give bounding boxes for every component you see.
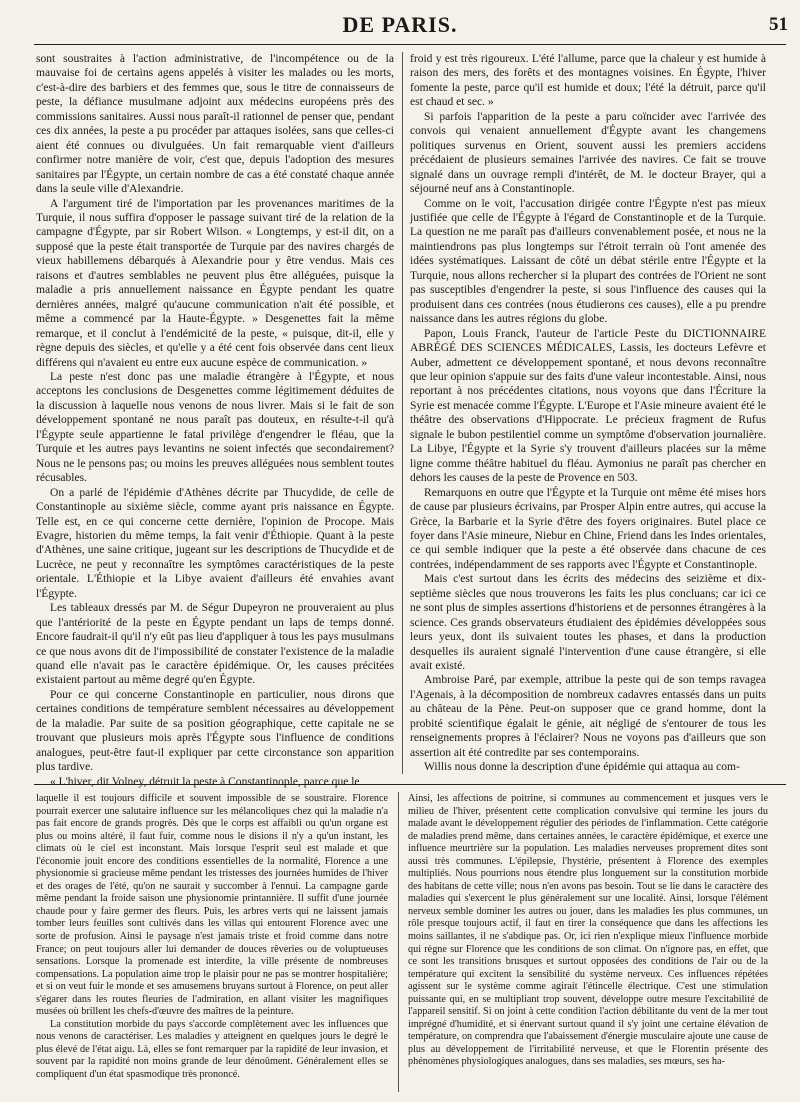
paragraph: Papon, Louis Franck, l'auteur de l'article Peste du DICTIONNAIRE ABRÉGÉ DES SCIENCES MÉDICALES, Lassis, les docteurs Lefèvre et Auber, admettent ce développement spontané, et nous devons reconnaître que leur opinion s'appuie sur des faits d'une valeur incontestable. Ainsi, nous reportant à nos précédentes citations, nous voyons que dans l'Écriture la Syrie est menacée comme l'Égypte. L'Europe et l'Asie mineure avaient été le théâtre des observations d'Hippocrate. Le précieux fragment de Rufus signale le bubon pestilentiel comme un symptôme d'observation journalière. La Libye, l'Égypte et la Syrie s'y trouvent d'ailleurs placées sur la même ligne comme théâtre habituel du fléau. Aymonius ne paraît pas chercher en dehors les causes de la peste de Provence en 503. (410, 327, 766, 485)
paragraph: sont soustraites à l'action administrative, de l'incompétence ou de la mauvaise foi de certains agens appelés à visiter les malades ou les morts, c'est-à-dire des barbiers et des femmes que, sous le titre de connaisseurs de peste, la défiance musulmane adjoint aux médecins européens près des commissions sanitaires. Aussi nous paraît-il rationnel de penser que, pendant ces dix années, la peste a pu procéder par attaques isolées, sans que celles-ci aient été connues ou divulguées. Un fait remarquable vient d'ailleurs confirmer notre manière de voir, c'est que, depuis l'adoption des mesures sanitaires par l'Égypte, un certain nombre de cas a été constaté chaque année dans la seule ville d'Alexandrie. (36, 53, 394, 196)
paragraph: Ainsi, les affections de poitrine, si communes au commencement et jusques vers le milieu de l'hiver, présentent cette complication convulsive qui termine les jours du malade avant le développement régulier des périodes de l'inflammation. Cette catégorie de maladies prend même, dans certaines années, le caractère épidémique, et exerce une influence meurtrière sur la population. Les maladies nerveuses proprement dites sont aussi très communes. L'épilepsie, l'hystérie, présentent à Florence des exemples multipliés. Nous pourrions nous étendre plus longuement sur la constitution morbide des habitans de cette ville; nous n'en avons pas besoin. Tout se lie dans le caractère des maladies qui s'exercent le plus généralement sur une localité. Ainsi, lorsque l'élément nerveux semble dominer les autres ou jouer, dans les maladies les plus communes, un rôle presque toujours actif, il faut en tirer la conséquence que dans les affections les moins saillantes, il ne s'abdique pas. Or, ici rien n'explique mieux l'influence morbide qui règne sur Florence que les conditions de son climat. On n'ignore pas, en effet, que ce sont les transitions brusques et surtout opposées des conditions de l'air ou de la température qui excitent la sensibilité du système nerveux. Ces influences répétées agissent sur le système comme agirait l'étincelle électrique. C'est une stimulation puissante qui, en se multipliant trop souvent, développe outre mesure l'excitabilité de l'appareil sensitif. Si on joint à cette condition l'action débilitante du vent de la mer tout imprégné d'humidité, et si énervant surtout quand il s'y joint une certaine élévation de température, on comprendra que l'abaissement d'énergie musculaire ajoute une cause de plus au développement de l'irritabilité nerveuse, et que le Florentin présente des phénomènes physiologiques analogues, dans ses maladies, ses mœurs, ses ha- (408, 793, 768, 1068)
section-divider (34, 784, 786, 785)
paragraph: Ambroise Paré, par exemple, attribue la peste qui de son temps ravagea l'Agenais, à la décomposition de nombreux cadavres entassés dans un puits au château de la Pène. Peut-on supposer que ce grand homme, dont la probité scientifique égalait le génie, ait négligé de s'entourer de tous les renseignements propres à l'éclairer? Nous ne voyons pas d'ailleurs que son assertion ait été contredite par ses contemporains. (410, 674, 766, 759)
paragraph: La constitution morbide du pays s'accorde complètement avec les influences que nous venons de caractériser. Les maladies y atteignent en quelques jours le degré le plus élevé de l'état aigu. Là, elles se font remarquer par la rapidité de leur invasion, et souvent par la rapidité non moins grande de leur dénoûment. Généralement elles se compliquent d'un état spasmodique très prononcé. (36, 1018, 388, 1081)
paragraph: La peste n'est donc pas une maladie étrangère à l'Égypte, et nous acceptons les conclusions de Desgenettes comme légitimement déduites de la discussion à laquelle nous venons de nous livrer. Mais si le fait de son développement spontané ne nous paraît pas douteux, en résulte-t-il qu'à l'Égypte seule appartienne le fatal privilège d'engendrer le fléau, que la Turquie et les autres pays levantins ne soient infectés que secondairement? Nous ne le pensons pas; ou moins les preuves alléguées nous semblent toutes récusables. (36, 370, 394, 485)
page-header (0, 0, 800, 46)
paragraph: froid y est très rigoureux. L'été l'allume, parce que la chaleur y est humide à raison des mers, des forêts et des montagnes voisines. En Égypte, l'hiver fomente la peste, parce qu'il est humide et doux; l'été la détruit, parce qu'il est chaud et sec. » (410, 53, 766, 109)
paragraph: A l'argument tiré de l'importation par les provenances maritimes de la Turquie, il nous suffira d'opposer le passage suivant tiré de la relation de la campagne d'Égypte, par sir Robert Wilson. « Longtemps, y est-il dit, on a supposé que la peste était transportée de Turquie par des navires chargés de vieux habillemens débarqués à Alexandrie pour y être vendus. Mais ces raisons et d'autres semblables ne peuvent plus être alléguées, puisque la maladie a pris annuellement naissance en Égypte pendant les quatre dernières années, malgré qu'aucune communication n'ait été possible, et même a commencé par la Haute-Égypte. » Desgenettes fait la même remarque, et il conclut à l'endémicité de la peste, « puisque, dit-il, elle y règne depuis des siècles, et qu'elle y a été cent fois observée dans cent lieux différens qui n'avaient eu entre eux aucune espèce de communication. » (36, 197, 394, 369)
paragraph: Remarquons en outre que l'Égypte et la Turquie ont même été mises hors de cause par plusieurs écrivains, par Prosper Alpin entre autres, qui accuse la Grèce, la Barbarie et la Syrie d'être des foyers originaires. Butel place ce foyer dans l'Asie mineure, Niebur en Chine, Friend dans les Indes orientales, ce qui semble indiquer que la peste a été observée dans chacune de ces contrées, indépendamment de ses rapports avec l'Égypte et Constantinople. (410, 486, 766, 571)
article-column-left (36, 52, 394, 788)
feuilleton-column-right (408, 793, 768, 1093)
paragraph: Mais c'est surtout dans les écrits des médecins des seizième et dix-septième siècles que nous trouverons les faits les plus concluans; car ici ce ne sont plus de simples assertions d'historiens et de personnes étrangères à la science. Ces grands observateurs étudiaient des épidémies développées sous leurs yeux, dont ils suivaient toutes les phases, et dans la production desquelles ils auraient signalé l'intervention d'une cause étrangère, si elle avait existé. (410, 573, 766, 673)
paragraph: Willis nous donne la description d'une épidémie qui attaqua au com- (424, 761, 740, 774)
paragraph: Pour ce qui concerne Constantinople en particulier, nous dirons que certaines conditions de température semblent nécessaires au développement de la maladie. Par suite de sa position géographique, cette capitale ne se trouvant que plusieurs mois après l'Égypte sous l'influence de conditions analogues, peut-être faut-il expliquer par cette circonstance son apparition plus tardive. (36, 688, 394, 774)
running-title: DE PARIS. (342, 12, 458, 37)
article-column-right (410, 52, 766, 778)
paragraph: laquelle il est toujours difficile et souvent impossible de se soustraire. Florence pourrait exercer une salutaire influence sur les mélancoliques chez qui la maladie n'a pas fait encore de grands progrès. Dès que le corps est affaibli ou qu'un organe est plus ou moins altéré, il faut fuir, comme nous le disions il n'y a qu'un instant, les climats où le ciel est inconstant. Mais lorsque l'esprit seul est malade et que l'économie jouit encore des conditions essentielles de la normalité, Florence a une physionomie si gracieuse même pendant les tristesses des journées humides de l'hiver et des orages de l'été, qu'on ne saurait y succomber à l'ennui. La campagne garde même pendant la froide saison une physionomie printannière. Il suffit d'une journée chaude pour y faire germer des fleurs. Puis, les arbres verts qui ne laissent jamais tomber leurs feuilles sont cultivés dans les villas qui entourent Florence avec une sorte de profusion. Ainsi le paysage n'est jamais triste et froid comme dans notre France; on peut toujours aller lui demander de douces rêveries ou de voluptueuses sensations. Lorsque la promenade est interdite, la ville présente de nombreuses compensations. La population aime trop le plaisir pour ne pas se montrer hospitalière; et si on veut fuir le monde et ses amusemens bruyans surtout à Florence, on peut aller s'égarer dans les routes fleuries de l'admiration, en allant visiter les magnifiques musées où brillent les chefs-d'œuvre des maîtres de la peinture. (36, 793, 388, 1018)
feuilleton-column-left (36, 793, 388, 1093)
paragraph: On a parlé de l'épidémie d'Athènes décrite par Thucydide, de celle de Constantinople au sixième siècle, comme ayant pris naissance en Égypte. Telle est, en ce qui concerne cette dernière, l'opinion de Procope. Mais Evagre, historien du même temps, la fait venir d'Éthiopie. Quant à la peste d'Athènes, une saine critique, jugeant sur les descriptions de Thucydide et de Lucrèce, ne peut y reconnaître les symptômes caractéristiques de la peste orientale. L'Éthiopie et la Libye avaient d'ailleurs été envahies avant l'Égypte. (36, 486, 394, 600)
header-rule (34, 44, 786, 45)
column-divider (398, 792, 399, 1092)
column-divider (402, 52, 403, 774)
paragraph: Les tableaux dressés par M. de Ségur Dupeyron ne prouveraient au plus que l'antériorité de la peste en Égypte pendant un laps de temps donné. Encore faudrait-il qu'il n'y eût pas lieu d'appliquer à tous les pays musulmans ce que nous avons dit de l'impossibilité de constater l'existence de la maladie quand elle n'avait pas le caractère épidémique. Or, les causes précitées existaient partout au même degré qu'en Égypte. (36, 602, 394, 687)
page-number: 51 (769, 14, 788, 35)
paragraph: Si parfois l'apparition de la peste a paru coïncider avec l'arrivée des convois qui venaient annuellement d'Égypte avant les changemens politiques survenus en Orient, souvent aussi les premiers accidens précédaient de plusieurs semaines l'arrivée des navires. Ce fait se trouve signalé dans un ouvrage rempli d'intérêt, de M. le docteur Brayer, qui a séjourné neuf ans à Constantinople. (410, 110, 766, 196)
paragraph: Comme on le voit, l'accusation dirigée contre l'Égypte n'est pas mieux justifiée que celle de l'Égypte à l'égard de Constantinople et de la Turquie. La question ne me paraît pas d'ailleurs convenablement posée, et nous ne la maintiendrons pas plus longtemps sur l'étroit terrain où l'ont amenée des idées systématiques. Laissant de côté un débat stérile entre l'Égypte et la Turquie, nous allons rechercher si la plupart des contrées de l'Orient ne sont pas susceptibles d'engendrer la peste, si sous l'influence des causes qui la produisent dans ces contrées (nous étudierons ces causes), elle a pu prendre naissance dans les autres régions du globe. (410, 197, 766, 326)
paragraph: « L'hiver, dit Volney, détruit la peste à Constantinople, parce que le (50, 775, 360, 788)
